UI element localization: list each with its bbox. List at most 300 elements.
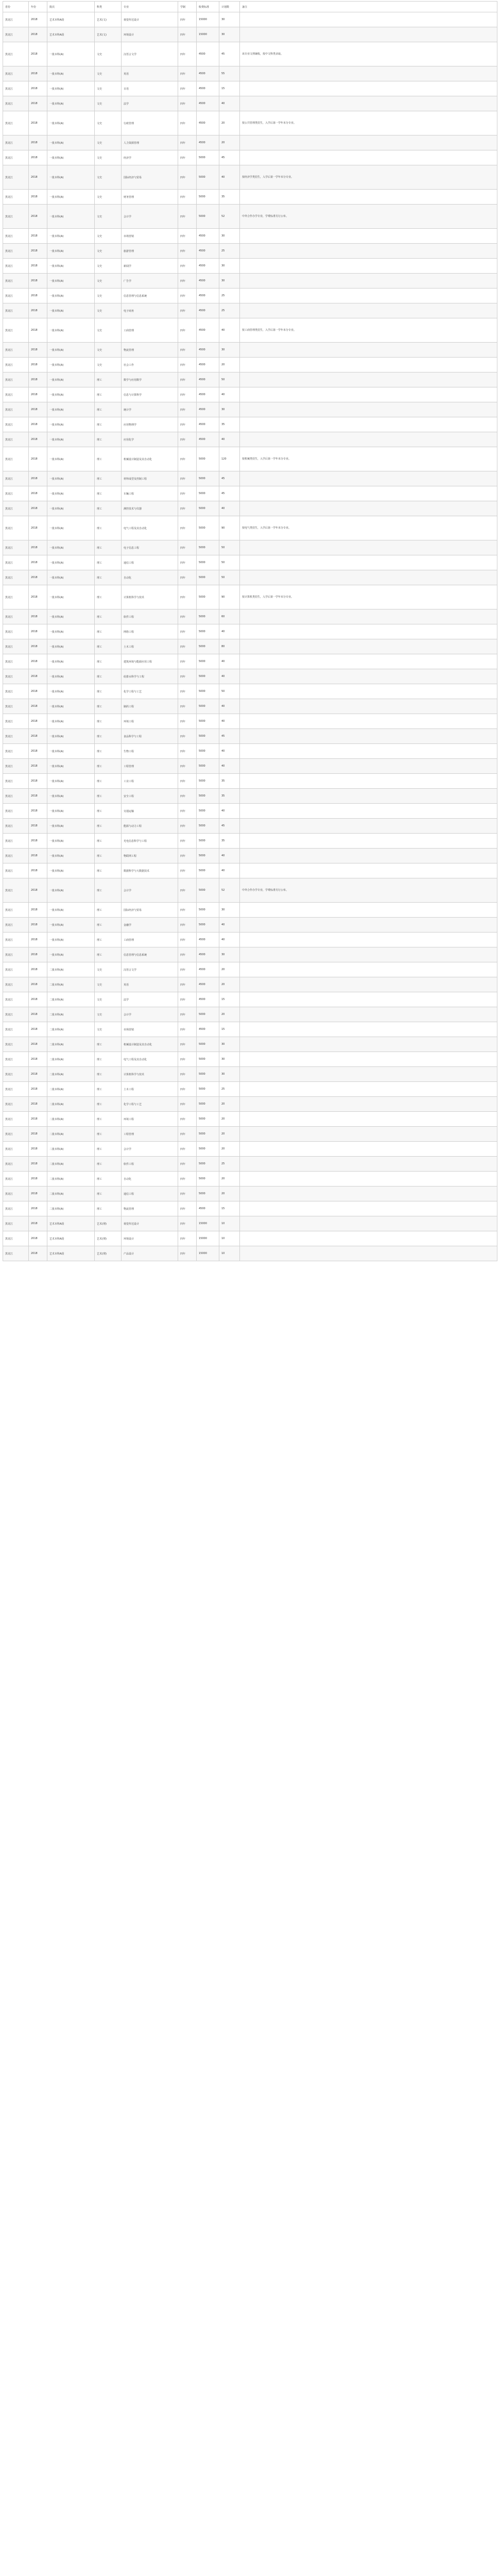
cell-note bbox=[240, 1216, 497, 1231]
cell-major: 土木工程 bbox=[122, 1082, 178, 1097]
cell-batch: 二批本科(A) bbox=[47, 1082, 95, 1097]
cell-year: 2018 bbox=[29, 229, 47, 244]
cell-year: 2018 bbox=[29, 1037, 47, 1052]
cell-note bbox=[240, 244, 497, 259]
cell-fee: 5000 bbox=[197, 1127, 219, 1142]
cell-batch: 一批本科(A) bbox=[47, 205, 95, 229]
cell-fee: 5000 bbox=[197, 684, 219, 699]
cell-fee: 15000 bbox=[197, 12, 219, 27]
cell-batch: 一批本科(A) bbox=[47, 863, 95, 878]
cell-year: 2018 bbox=[29, 624, 47, 639]
cell-major: 会计学 bbox=[122, 205, 178, 229]
cell-province: 黑龙江 bbox=[3, 819, 29, 834]
cell-major: 人力资源管理 bbox=[122, 135, 178, 150]
cell-fee: 5000 bbox=[197, 1067, 219, 1082]
cell-category: 理工 bbox=[95, 774, 122, 789]
cell-major: 光电信息科学与工程 bbox=[122, 834, 178, 849]
cell-fee: 5000 bbox=[197, 624, 219, 639]
cell-fee: 4500 bbox=[197, 977, 219, 992]
table-row bbox=[3, 1127, 497, 1142]
cell-duration: 四年 bbox=[178, 699, 197, 714]
cell-province: 黑龙江 bbox=[3, 165, 29, 190]
cell-fee: 4500 bbox=[197, 432, 219, 447]
cell-duration: 四年 bbox=[178, 96, 197, 111]
cell-note bbox=[240, 903, 497, 918]
cell-category: 理工 bbox=[95, 486, 122, 501]
cell-year: 2018 bbox=[29, 819, 47, 834]
cell-fee: 4500 bbox=[197, 259, 219, 274]
cell-major: 产品设计 bbox=[122, 1246, 178, 1261]
cell-fee: 4500 bbox=[197, 387, 219, 402]
cell-note: 按工商管理类招生，入学后第一学年末分专业。 bbox=[240, 318, 497, 343]
cell-major: 软件工程 bbox=[122, 609, 178, 624]
cell-major: 化学工程与工艺 bbox=[122, 684, 178, 699]
cell-note bbox=[240, 471, 497, 486]
cell-batch: 艺术本科A段 bbox=[47, 1246, 95, 1261]
table-row bbox=[3, 343, 497, 358]
cell-year: 2018 bbox=[29, 190, 47, 205]
cell-category: 文史 bbox=[95, 962, 122, 977]
cell-quota: 40 bbox=[219, 759, 240, 774]
cell-category: 文史 bbox=[95, 190, 122, 205]
cell-batch: 一批本科(A) bbox=[47, 402, 95, 417]
cell-province: 黑龙江 bbox=[3, 42, 29, 66]
cell-note: 中外合作办学专业，学费标准另行公布。 bbox=[240, 878, 497, 903]
cell-category: 理工 bbox=[95, 759, 122, 774]
cell-province: 黑龙江 bbox=[3, 789, 29, 804]
table-row bbox=[3, 624, 497, 639]
cell-quota: 80 bbox=[219, 639, 240, 654]
table-row bbox=[3, 150, 497, 165]
table-row bbox=[3, 729, 497, 744]
cell-fee: 5000 bbox=[197, 878, 219, 903]
cell-category: 理工 bbox=[95, 819, 122, 834]
cell-year: 2018 bbox=[29, 372, 47, 387]
cell-province: 黑龙江 bbox=[3, 1082, 29, 1097]
cell-fee: 5000 bbox=[197, 1187, 219, 1201]
cell-quota: 25 bbox=[219, 1082, 240, 1097]
cell-quota: 90 bbox=[219, 516, 240, 540]
cell-batch: 二批本科(A) bbox=[47, 1067, 95, 1082]
cell-fee: 5000 bbox=[197, 1007, 219, 1022]
cell-note bbox=[240, 1022, 497, 1037]
cell-category: 理工 bbox=[95, 555, 122, 570]
cell-batch: 一批本科(A) bbox=[47, 303, 95, 318]
cell-note bbox=[240, 259, 497, 274]
cell-duration: 四年 bbox=[178, 27, 197, 42]
cell-quota: 40 bbox=[219, 165, 240, 190]
cell-category: 理工 bbox=[95, 744, 122, 759]
cell-year: 2018 bbox=[29, 849, 47, 863]
cell-fee: 4500 bbox=[197, 372, 219, 387]
cell-year: 2018 bbox=[29, 471, 47, 486]
cell-category: 理工 bbox=[95, 1201, 122, 1216]
cell-duration: 四年 bbox=[178, 111, 197, 135]
cell-year: 2018 bbox=[29, 81, 47, 96]
cell-fee: 5000 bbox=[197, 1142, 219, 1157]
header-major: 专业 bbox=[122, 2, 178, 12]
cell-duration: 四年 bbox=[178, 372, 197, 387]
cell-fee: 5000 bbox=[197, 1082, 219, 1097]
cell-major: 旅游管理 bbox=[122, 244, 178, 259]
cell-province: 黑龙江 bbox=[3, 259, 29, 274]
table-row bbox=[3, 1246, 497, 1261]
cell-batch: 一批本科(A) bbox=[47, 878, 95, 903]
cell-province: 黑龙江 bbox=[3, 669, 29, 684]
cell-duration: 四年 bbox=[178, 150, 197, 165]
cell-batch: 一批本科(A) bbox=[47, 918, 95, 933]
table-row bbox=[3, 372, 497, 387]
cell-province: 黑龙江 bbox=[3, 918, 29, 933]
cell-year: 2018 bbox=[29, 789, 47, 804]
cell-province: 黑龙江 bbox=[3, 555, 29, 570]
cell-quota: 40 bbox=[219, 387, 240, 402]
cell-duration: 四年 bbox=[178, 1142, 197, 1157]
cell-major: 电子商务 bbox=[122, 303, 178, 318]
table-row bbox=[3, 274, 497, 289]
cell-year: 2018 bbox=[29, 1142, 47, 1157]
cell-batch: 一批本科(A) bbox=[47, 585, 95, 609]
cell-batch: 一批本科(A) bbox=[47, 933, 95, 947]
cell-province: 黑龙江 bbox=[3, 947, 29, 962]
cell-category: 文史 bbox=[95, 992, 122, 1007]
cell-fee: 4500 bbox=[197, 111, 219, 135]
cell-province: 黑龙江 bbox=[3, 1007, 29, 1022]
cell-year: 2018 bbox=[29, 729, 47, 744]
cell-major: 机械设计制造及其自动化 bbox=[122, 447, 178, 471]
cell-province: 黑龙江 bbox=[3, 903, 29, 918]
cell-year: 2018 bbox=[29, 639, 47, 654]
cell-fee: 5000 bbox=[197, 540, 219, 555]
cell-batch: 一批本科(A) bbox=[47, 624, 95, 639]
table-row bbox=[3, 834, 497, 849]
cell-duration: 四年 bbox=[178, 1246, 197, 1261]
cell-major: 环境工程 bbox=[122, 1112, 178, 1127]
table-row bbox=[3, 229, 497, 244]
cell-year: 2018 bbox=[29, 135, 47, 150]
cell-batch: 二批本科(A) bbox=[47, 1187, 95, 1201]
cell-note bbox=[240, 135, 497, 150]
cell-duration: 四年 bbox=[178, 624, 197, 639]
cell-year: 2018 bbox=[29, 863, 47, 878]
cell-duration: 四年 bbox=[178, 1201, 197, 1216]
cell-batch: 二批本科(A) bbox=[47, 1142, 95, 1157]
cell-year: 2018 bbox=[29, 1067, 47, 1082]
cell-note bbox=[240, 789, 497, 804]
cell-duration: 四年 bbox=[178, 358, 197, 372]
cell-year: 2018 bbox=[29, 66, 47, 81]
cell-note: 按经济学类招生，入学后第一学年末分专业。 bbox=[240, 165, 497, 190]
cell-batch: 一批本科(A) bbox=[47, 903, 95, 918]
cell-quota: 20 bbox=[219, 111, 240, 135]
table-row bbox=[3, 849, 497, 863]
cell-note bbox=[240, 624, 497, 639]
cell-category: 理工 bbox=[95, 1172, 122, 1187]
table-row bbox=[3, 111, 497, 135]
cell-year: 2018 bbox=[29, 669, 47, 684]
cell-note bbox=[240, 274, 497, 289]
cell-duration: 四年 bbox=[178, 1231, 197, 1246]
cell-category: 文史 bbox=[95, 111, 122, 135]
cell-batch: 一批本科(A) bbox=[47, 819, 95, 834]
cell-year: 2018 bbox=[29, 1082, 47, 1097]
cell-quota: 30 bbox=[219, 229, 240, 244]
cell-note bbox=[240, 303, 497, 318]
cell-quota: 30 bbox=[219, 1067, 240, 1082]
table-row bbox=[3, 878, 497, 903]
cell-duration: 四年 bbox=[178, 918, 197, 933]
cell-quota: 30 bbox=[219, 274, 240, 289]
cell-province: 黑龙江 bbox=[3, 244, 29, 259]
cell-fee: 4500 bbox=[197, 417, 219, 432]
cell-province: 黑龙江 bbox=[3, 135, 29, 150]
cell-note bbox=[240, 27, 497, 42]
cell-year: 2018 bbox=[29, 1052, 47, 1067]
cell-year: 2018 bbox=[29, 486, 47, 501]
cell-duration: 四年 bbox=[178, 229, 197, 244]
cell-note bbox=[240, 66, 497, 81]
cell-fee: 5000 bbox=[197, 486, 219, 501]
cell-fee: 5000 bbox=[197, 918, 219, 933]
cell-duration: 四年 bbox=[178, 12, 197, 27]
cell-category: 理工 bbox=[95, 1082, 122, 1097]
cell-batch: 二批本科(A) bbox=[47, 977, 95, 992]
cell-fee: 5000 bbox=[197, 585, 219, 609]
cell-note bbox=[240, 1097, 497, 1112]
cell-year: 2018 bbox=[29, 992, 47, 1007]
cell-quota: 45 bbox=[219, 729, 240, 744]
cell-province: 黑龙江 bbox=[3, 432, 29, 447]
cell-year: 2018 bbox=[29, 111, 47, 135]
cell-major: 视觉传达设计 bbox=[122, 12, 178, 27]
cell-province: 黑龙江 bbox=[3, 1112, 29, 1127]
cell-fee: 5000 bbox=[197, 849, 219, 863]
cell-category: 理工 bbox=[95, 1112, 122, 1127]
cell-year: 2018 bbox=[29, 259, 47, 274]
cell-category: 文史 bbox=[95, 244, 122, 259]
cell-note: 中外合作办学专业，学费标准另行公布。 bbox=[240, 205, 497, 229]
cell-duration: 四年 bbox=[178, 774, 197, 789]
cell-batch: 二批本科(A) bbox=[47, 1112, 95, 1127]
cell-note bbox=[240, 819, 497, 834]
cell-major: 数据科学与大数据技术 bbox=[122, 863, 178, 878]
cell-quota: 35 bbox=[219, 789, 240, 804]
cell-duration: 四年 bbox=[178, 977, 197, 992]
cell-major: 财务管理 bbox=[122, 190, 178, 205]
cell-year: 2018 bbox=[29, 684, 47, 699]
cell-quota: 52 bbox=[219, 205, 240, 229]
cell-major: 会计学 bbox=[122, 1142, 178, 1157]
cell-duration: 四年 bbox=[178, 1127, 197, 1142]
table-row bbox=[3, 1052, 497, 1067]
cell-fee: 4500 bbox=[197, 229, 219, 244]
table-row bbox=[3, 1187, 497, 1201]
cell-province: 黑龙江 bbox=[3, 878, 29, 903]
cell-major: 信息管理与信息系统 bbox=[122, 947, 178, 962]
cell-batch: 一批本科(A) bbox=[47, 849, 95, 863]
cell-fee: 5000 bbox=[197, 205, 219, 229]
cell-batch: 一批本科(A) bbox=[47, 699, 95, 714]
cell-category: 理工 bbox=[95, 684, 122, 699]
cell-quota: 120 bbox=[219, 447, 240, 471]
cell-fee: 5000 bbox=[197, 1037, 219, 1052]
cell-year: 2018 bbox=[29, 654, 47, 669]
cell-fee: 4500 bbox=[197, 303, 219, 318]
table-row bbox=[3, 205, 497, 229]
cell-major: 工商管理 bbox=[122, 318, 178, 343]
cell-year: 2018 bbox=[29, 165, 47, 190]
cell-batch: 一批本科(A) bbox=[47, 516, 95, 540]
cell-major: 环境设计 bbox=[122, 27, 178, 42]
cell-duration: 四年 bbox=[178, 789, 197, 804]
table-row bbox=[3, 42, 497, 66]
cell-duration: 四年 bbox=[178, 570, 197, 585]
table-row bbox=[3, 933, 497, 947]
cell-year: 2018 bbox=[29, 289, 47, 303]
cell-quota: 35 bbox=[219, 834, 240, 849]
cell-quota: 40 bbox=[219, 804, 240, 819]
cell-province: 黑龙江 bbox=[3, 471, 29, 486]
cell-year: 2018 bbox=[29, 977, 47, 992]
table-row bbox=[3, 1172, 497, 1187]
cell-major: 数学与应用数学 bbox=[122, 372, 178, 387]
cell-province: 黑龙江 bbox=[3, 387, 29, 402]
cell-major: 自动化 bbox=[122, 570, 178, 585]
cell-province: 黑龙江 bbox=[3, 540, 29, 555]
cell-major: 日语 bbox=[122, 81, 178, 96]
cell-province: 黑龙江 bbox=[3, 516, 29, 540]
cell-fee: 5000 bbox=[197, 1112, 219, 1127]
cell-fee: 15000 bbox=[197, 1246, 219, 1261]
cell-fee: 4500 bbox=[197, 81, 219, 96]
cell-batch: 一批本科(A) bbox=[47, 789, 95, 804]
cell-note: 按电气类招生，入学后第一学年末分专业。 bbox=[240, 516, 497, 540]
cell-quota: 10 bbox=[219, 1231, 240, 1246]
cell-province: 黑龙江 bbox=[3, 609, 29, 624]
cell-fee: 5000 bbox=[197, 714, 219, 729]
cell-duration: 四年 bbox=[178, 1052, 197, 1067]
cell-province: 黑龙江 bbox=[3, 501, 29, 516]
cell-fee: 5000 bbox=[197, 834, 219, 849]
cell-duration: 四年 bbox=[178, 42, 197, 66]
table-row bbox=[3, 1067, 497, 1082]
cell-quota: 40 bbox=[219, 654, 240, 669]
cell-category: 文史 bbox=[95, 165, 122, 190]
cell-quota: 30 bbox=[219, 12, 240, 27]
cell-fee: 4500 bbox=[197, 933, 219, 947]
cell-note bbox=[240, 372, 497, 387]
table-row bbox=[3, 585, 497, 609]
table-row bbox=[3, 947, 497, 962]
cell-fee: 4500 bbox=[197, 1022, 219, 1037]
cell-province: 黑龙江 bbox=[3, 585, 29, 609]
table-row bbox=[3, 654, 497, 669]
cell-note bbox=[240, 699, 497, 714]
cell-category: 文史 bbox=[95, 259, 122, 274]
table-row bbox=[3, 669, 497, 684]
cell-batch: 一批本科(A) bbox=[47, 540, 95, 555]
cell-major: 国际经济与贸易 bbox=[122, 165, 178, 190]
cell-province: 黑龙江 bbox=[3, 834, 29, 849]
cell-province: 黑龙江 bbox=[3, 447, 29, 471]
cell-year: 2018 bbox=[29, 555, 47, 570]
cell-batch: 一批本科(A) bbox=[47, 501, 95, 516]
cell-major: 社会工作 bbox=[122, 358, 178, 372]
cell-batch: 一批本科(A) bbox=[47, 372, 95, 387]
cell-major: 金融学 bbox=[122, 918, 178, 933]
cell-province: 黑龙江 bbox=[3, 111, 29, 135]
cell-major: 英语 bbox=[122, 977, 178, 992]
cell-category: 理工 bbox=[95, 1127, 122, 1142]
cell-note bbox=[240, 1127, 497, 1142]
cell-major: 市场营销 bbox=[122, 229, 178, 244]
table-body bbox=[3, 12, 497, 1261]
cell-category: 艺术(理) bbox=[95, 1231, 122, 1246]
cell-note bbox=[240, 849, 497, 863]
cell-batch: 二批本科(A) bbox=[47, 1172, 95, 1187]
cell-major: 物联网工程 bbox=[122, 849, 178, 863]
cell-category: 艺术(文) bbox=[95, 27, 122, 42]
cell-quota: 50 bbox=[219, 555, 240, 570]
cell-duration: 四年 bbox=[178, 962, 197, 977]
cell-category: 理工 bbox=[95, 1142, 122, 1157]
table-row bbox=[3, 486, 497, 501]
cell-duration: 四年 bbox=[178, 318, 197, 343]
cell-note bbox=[240, 744, 497, 759]
cell-duration: 四年 bbox=[178, 1082, 197, 1097]
cell-duration: 四年 bbox=[178, 933, 197, 947]
cell-year: 2018 bbox=[29, 804, 47, 819]
enrollment-plan-table bbox=[3, 1, 497, 1261]
cell-category: 理工 bbox=[95, 1187, 122, 1201]
cell-batch: 一批本科(A) bbox=[47, 486, 95, 501]
cell-batch: 一批本科(A) bbox=[47, 387, 95, 402]
table-row bbox=[3, 903, 497, 918]
cell-note bbox=[240, 1052, 497, 1067]
cell-duration: 四年 bbox=[178, 1022, 197, 1037]
cell-province: 黑龙江 bbox=[3, 318, 29, 343]
cell-duration: 四年 bbox=[178, 714, 197, 729]
cell-fee: 5000 bbox=[197, 501, 219, 516]
cell-note bbox=[240, 669, 497, 684]
cell-note bbox=[240, 150, 497, 165]
cell-fee: 5000 bbox=[197, 471, 219, 486]
table-row bbox=[3, 555, 497, 570]
cell-duration: 四年 bbox=[178, 819, 197, 834]
cell-year: 2018 bbox=[29, 1231, 47, 1246]
cell-province: 黑龙江 bbox=[3, 27, 29, 42]
cell-batch: 一批本科(A) bbox=[47, 834, 95, 849]
cell-category: 理工 bbox=[95, 947, 122, 962]
cell-fee: 5000 bbox=[197, 1172, 219, 1187]
cell-category: 理工 bbox=[95, 540, 122, 555]
cell-category: 理工 bbox=[95, 918, 122, 933]
cell-major: 制药工程 bbox=[122, 699, 178, 714]
cell-batch: 一批本科(A) bbox=[47, 111, 95, 135]
table-row bbox=[3, 804, 497, 819]
cell-year: 2018 bbox=[29, 1022, 47, 1037]
cell-quota: 40 bbox=[219, 318, 240, 343]
table-header-row bbox=[3, 2, 497, 12]
cell-category: 艺术(理) bbox=[95, 1246, 122, 1261]
cell-major: 工程管理 bbox=[122, 1127, 178, 1142]
cell-year: 2018 bbox=[29, 402, 47, 417]
cell-major: 市场营销 bbox=[122, 1022, 178, 1037]
cell-note bbox=[240, 962, 497, 977]
cell-province: 黑龙江 bbox=[3, 1067, 29, 1082]
table-row bbox=[3, 977, 497, 992]
cell-quota: 20 bbox=[219, 1142, 240, 1157]
